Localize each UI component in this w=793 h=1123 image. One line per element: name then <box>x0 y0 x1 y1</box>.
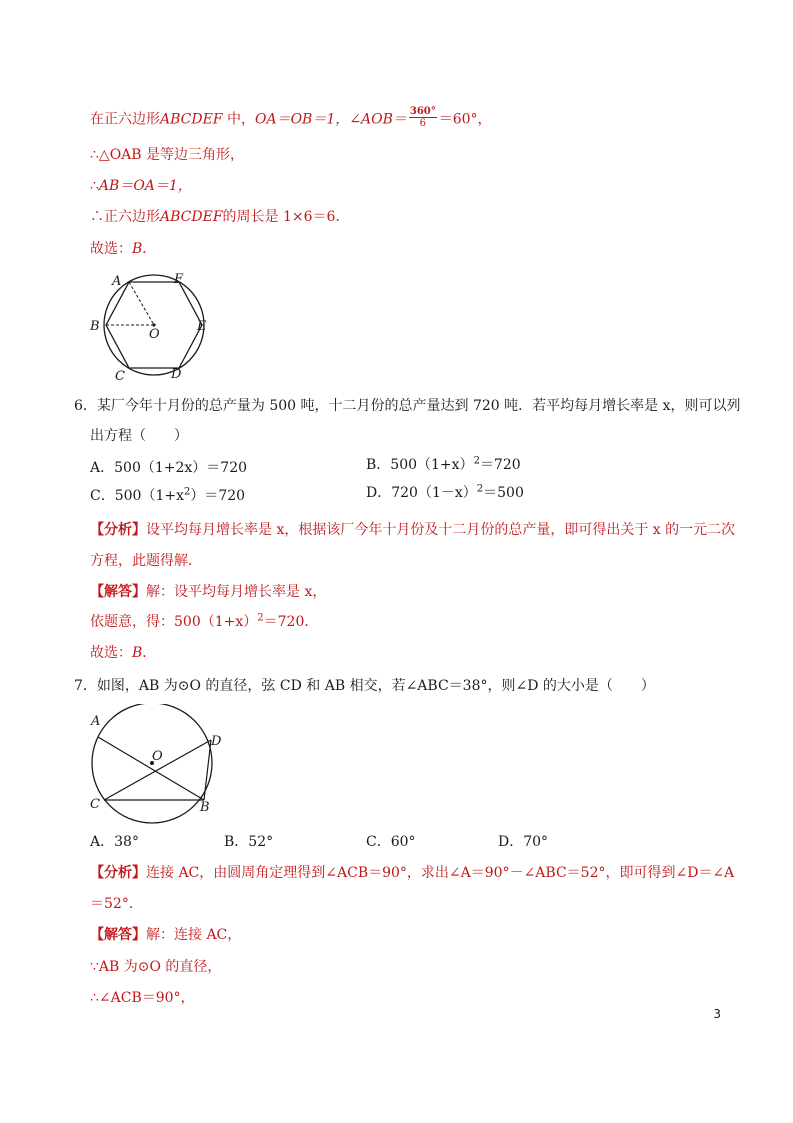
solution-text: 解：连接 AC， <box>146 927 242 943</box>
circle-figure <box>84 704 229 826</box>
label-o: O <box>152 749 163 764</box>
q6-solution-line-2 <box>90 612 318 632</box>
option-text: 38° <box>114 834 139 850</box>
q5-frac-den: 6 <box>419 118 426 129</box>
q5-line-1 <box>90 108 492 131</box>
q5-line-3 <box>90 176 192 196</box>
option-label: A． <box>90 460 115 476</box>
segment-oa <box>129 282 154 325</box>
solution-post: ＝720． <box>263 614 319 630</box>
q5-fraction <box>409 106 437 129</box>
label-b: B <box>90 319 100 334</box>
therefore-symbol: ∴ <box>90 209 104 225</box>
therefore-symbol: ∴ <box>90 178 99 194</box>
q7-solution-line-3: ∴∠ACB＝90°， <box>90 990 195 1006</box>
q7-option-a <box>90 832 139 852</box>
option-post: ＝500 <box>483 485 524 501</box>
analysis-tag: 【分析】 <box>90 865 146 881</box>
option-post: ＝720 <box>479 457 521 473</box>
label-c: C <box>115 369 125 384</box>
solution-label: 依题意，得： <box>90 614 174 630</box>
hexagon-figure <box>88 268 218 386</box>
q6-stem-line-2: 出方程（ ） <box>90 428 188 444</box>
analysis-text: 设平均每月增长率是 x，根据该厂今年十月份及十二月份的总产量，即可得出关于 x 的一元二次 <box>146 522 736 538</box>
q5-line1-eq1: OA＝OB＝1，∠AOB＝ <box>254 111 407 128</box>
answer-label: 故选： <box>90 241 132 257</box>
option-sup: 2 <box>473 455 480 467</box>
option-pre: 500（1+x <box>114 488 184 504</box>
option-label: C． <box>90 488 115 504</box>
q5-line-2 <box>90 145 244 165</box>
option-label: A． <box>90 834 115 850</box>
answer-value: B <box>132 241 143 257</box>
q5-frac-num: 360° <box>409 106 436 117</box>
analysis-text: 连接 AC，由圆周角定理得到∠ACB＝90°，求出∠A＝90°－∠ABC＝52°，即可得到∠D＝∠A <box>146 865 735 881</box>
label-a: A <box>91 714 101 729</box>
option-label: D． <box>366 485 392 501</box>
q5-line1-eq2: ＝60°， <box>438 111 492 128</box>
q6-option-a <box>90 458 247 478</box>
q6-stem-text: 某厂今年十月份的总产量为 500 吨，十二月份的总产量达到 720 吨．若平均每月增长率是 x，则可以列 <box>96 398 741 414</box>
label-o: O <box>149 327 160 342</box>
q5-line4-mid: 的周长是 <box>222 209 279 225</box>
answer-value: B <box>132 645 143 661</box>
answer-label: 故选： <box>90 645 132 661</box>
label-b: B <box>200 800 210 815</box>
q7-analysis-line-2: ＝52°． <box>90 896 143 912</box>
q5-line4-pre: 正六边形 <box>104 209 160 225</box>
q5-line-4 <box>90 207 349 227</box>
q6-analysis-line-1 <box>90 520 735 540</box>
q6-number: 6． <box>74 398 97 414</box>
q5-line4-hex: ABCDEF <box>160 209 223 225</box>
q6-solution-line-1 <box>90 582 326 602</box>
solution-text: 解：设平均每月增长率是 x， <box>146 584 327 600</box>
label-d: D <box>211 734 222 749</box>
q7-option-d <box>498 832 548 852</box>
option-sup: 2 <box>476 483 484 495</box>
option-text: 60° <box>390 834 416 850</box>
q5-line1-pre: 在正六边形 <box>90 111 160 128</box>
q6-stem-line-1 <box>74 396 741 416</box>
option-label: D． <box>498 834 524 850</box>
q7-option-b <box>224 832 273 852</box>
q6-analysis-line-2: 方程，此题得解． <box>90 553 202 569</box>
option-sup: 2 <box>183 486 191 498</box>
q7-analysis-line-1 <box>90 863 734 883</box>
answer-end: ． <box>142 241 157 257</box>
q7-number: 7． <box>74 678 97 694</box>
analysis-tag: 【分析】 <box>90 522 146 538</box>
label-d: D <box>171 367 182 382</box>
q6-option-b <box>366 455 521 475</box>
diameter-ab <box>98 737 204 800</box>
q5-line4-end: ． <box>335 209 350 225</box>
option-text: 500（1+2x）＝720 <box>114 460 248 476</box>
q5-line4-calc: 1×6＝6 <box>278 209 336 225</box>
q5-line2-text: △OAB 是等边三角形， <box>98 147 245 163</box>
label-a: A <box>112 274 122 289</box>
label-f: F <box>174 272 184 287</box>
option-pre: 500（1+x） <box>390 457 474 473</box>
q6-option-c <box>90 486 245 506</box>
option-label: B． <box>224 834 249 850</box>
q6-option-d <box>366 483 524 503</box>
option-label: B． <box>366 457 391 473</box>
option-post: ）＝720 <box>190 488 246 504</box>
q7-solution-line-2: ∵AB 为⊙O 的直径， <box>90 959 222 975</box>
chord-db <box>204 740 211 800</box>
solution-sup: 2 <box>257 612 264 624</box>
q6-answer <box>90 643 156 663</box>
q5-line3-text: AB＝OA＝1， <box>98 178 192 194</box>
answer-end: ． <box>142 645 157 661</box>
option-pre: 720（1－x） <box>391 485 477 501</box>
label-c: C <box>90 797 100 812</box>
q5-line1-hex: ABCDEF <box>160 111 223 128</box>
solution-tag: 【解答】 <box>90 584 146 600</box>
q7-solution-line-1 <box>90 925 241 945</box>
label-e: E <box>197 319 207 334</box>
option-text: 52° <box>248 834 274 850</box>
page-number: 3 <box>713 1007 721 1021</box>
option-text: 70° <box>523 834 549 850</box>
q5-line1-mid: 中， <box>222 111 255 128</box>
solution-tag: 【解答】 <box>90 927 146 943</box>
q7-option-c <box>366 832 416 852</box>
solution-pre: 500（1+x） <box>174 614 258 630</box>
option-label: C． <box>366 834 391 850</box>
therefore-symbol: ∴ <box>90 147 99 163</box>
q7-stem-text: 如图，AB 为⊙O 的直径，弦 CD 和 AB 相交，若∠ABC＝38°，则∠D 的大小是（ ） <box>96 678 655 694</box>
q7-stem <box>74 676 655 696</box>
q5-answer <box>90 239 156 259</box>
